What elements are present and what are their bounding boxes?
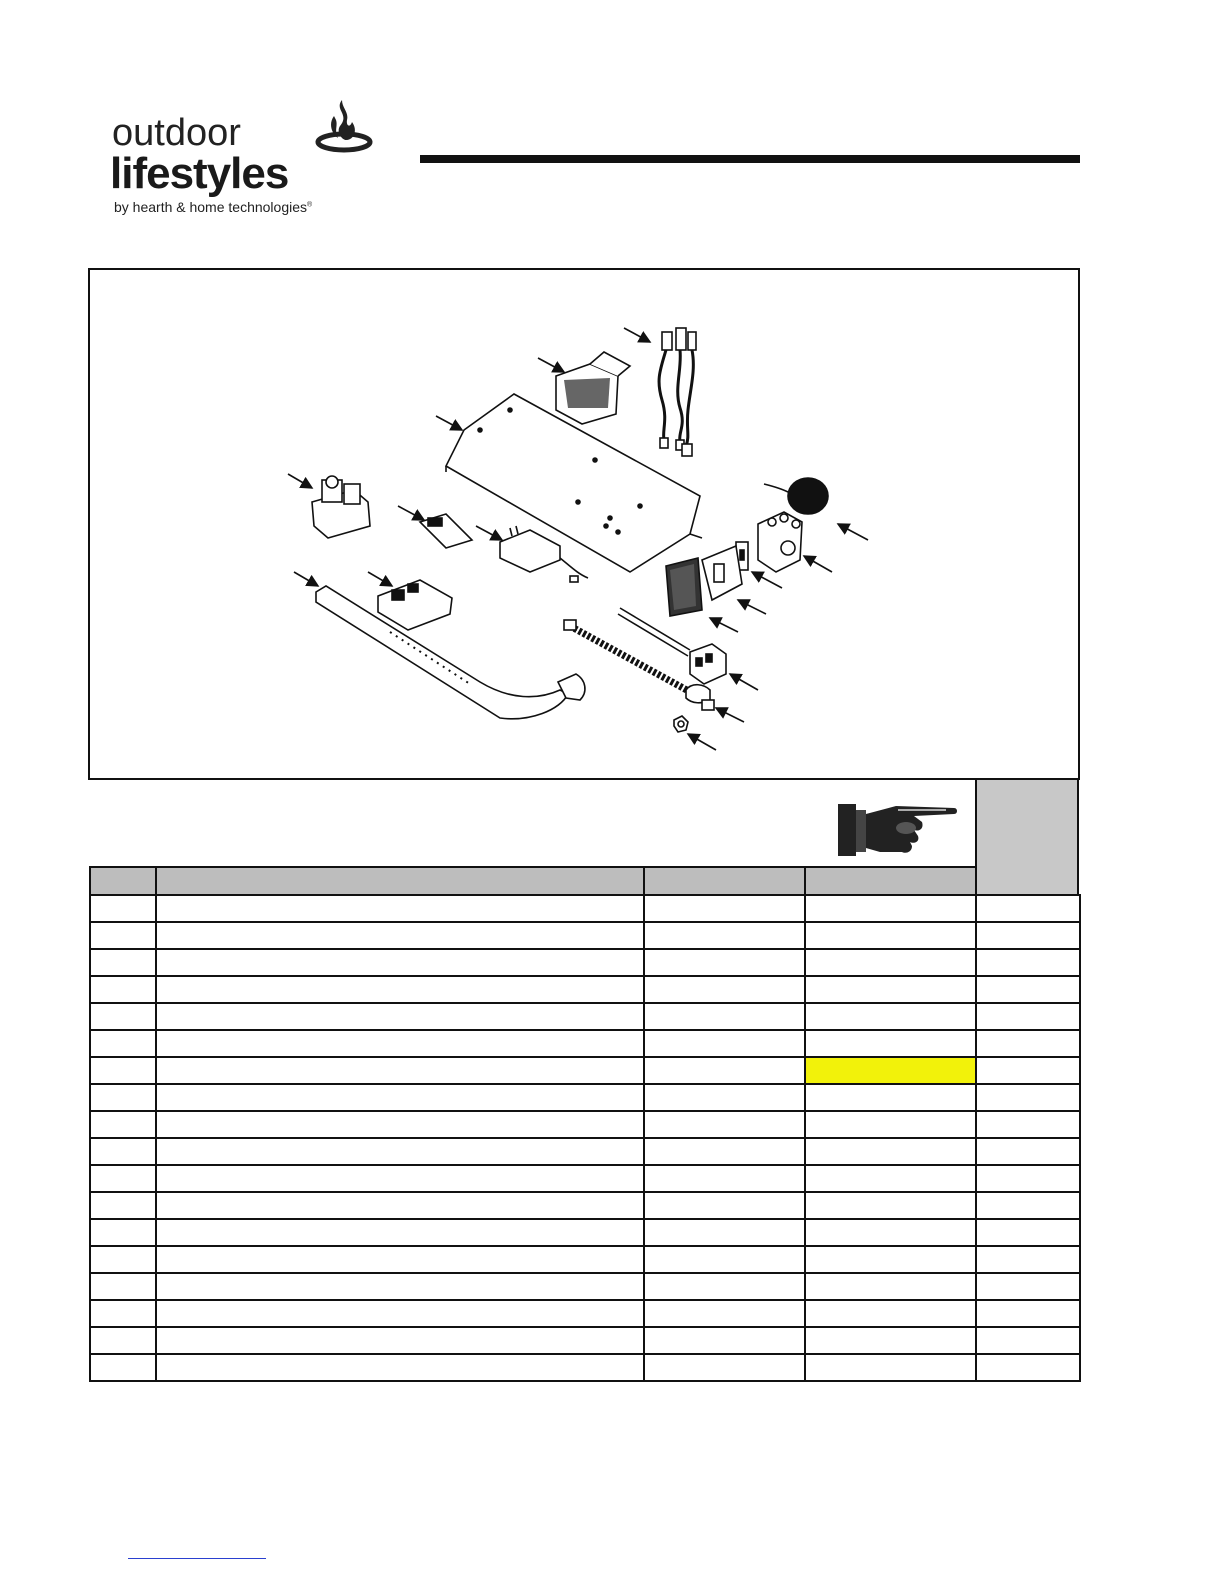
cell-extra — [976, 1165, 1080, 1192]
cell-part-b — [805, 922, 976, 949]
cell-description — [156, 1057, 644, 1084]
cell-part-b — [805, 1192, 976, 1219]
cell-part-b — [805, 1273, 976, 1300]
table-row — [90, 1003, 1080, 1030]
pilot-shield-icon — [538, 352, 630, 424]
cell-item — [90, 976, 156, 1003]
cell-part-b — [805, 1327, 976, 1354]
table-row — [90, 1327, 1080, 1354]
cell-item — [90, 1111, 156, 1138]
cell-description — [156, 1165, 644, 1192]
brand-logo — [108, 96, 398, 226]
fitting-icon — [686, 685, 744, 722]
table-row — [90, 922, 1080, 949]
table-row — [90, 1111, 1080, 1138]
cell-item — [90, 1138, 156, 1165]
cell-extra — [976, 1354, 1080, 1381]
cell-extra — [976, 949, 1080, 976]
cell-item — [90, 895, 156, 922]
table-row — [90, 949, 1080, 976]
cell-part-a — [644, 1192, 805, 1219]
col-part-a-header — [644, 867, 805, 895]
cell-part-a — [644, 1030, 805, 1057]
col-extra-header — [976, 867, 1080, 895]
cell-part-a — [644, 895, 805, 922]
junction-box-icon — [758, 512, 832, 572]
parts-table — [89, 866, 1081, 1382]
cell-part-b — [805, 895, 976, 922]
footer-link-underline[interactable] — [128, 1558, 266, 1559]
cell-description — [156, 949, 644, 976]
cell-item — [90, 1030, 156, 1057]
table-row — [90, 1084, 1080, 1111]
table-header-row — [90, 867, 1080, 895]
brand-line2: lifestyles — [110, 149, 289, 198]
cover-plate-icon — [702, 546, 766, 614]
cell-extra — [976, 1057, 1080, 1084]
gas-valve-icon — [288, 474, 370, 538]
cell-part-a — [644, 1084, 805, 1111]
cell-part-a — [644, 1111, 805, 1138]
cell-part-b — [805, 1084, 976, 1111]
cell-extra — [976, 1327, 1080, 1354]
cell-description — [156, 1300, 644, 1327]
cell-part-a — [644, 1165, 805, 1192]
cell-item — [90, 1165, 156, 1192]
cell-extra — [976, 1273, 1080, 1300]
cell-part-a — [644, 922, 805, 949]
electrode-harness-icon — [624, 328, 696, 456]
cell-extra — [976, 1219, 1080, 1246]
cell-item — [90, 1300, 156, 1327]
cell-extra — [976, 922, 1080, 949]
cell-item — [90, 922, 156, 949]
brand-line1: outdoor — [112, 112, 241, 154]
cell-description — [156, 1138, 644, 1165]
cell-part-a — [644, 1273, 805, 1300]
table-row — [90, 1165, 1080, 1192]
cell-part-b — [805, 1354, 976, 1381]
cell-part-b — [805, 1300, 976, 1327]
cell-part-b — [805, 1111, 976, 1138]
table-row — [90, 1057, 1080, 1084]
flame-icon — [312, 96, 376, 154]
cell-part-b — [805, 976, 976, 1003]
cell-part-b — [805, 1138, 976, 1165]
cell-extra — [976, 1192, 1080, 1219]
cell-description — [156, 1192, 644, 1219]
parts-table-body — [90, 895, 1080, 1381]
burner-tray-plate-icon — [436, 394, 702, 572]
table-row — [90, 1192, 1080, 1219]
cell-item — [90, 1192, 156, 1219]
cell-part-b — [805, 1165, 976, 1192]
table-row — [90, 1273, 1080, 1300]
cell-part-a — [644, 1003, 805, 1030]
cell-extra — [976, 1030, 1080, 1057]
cell-extra — [976, 1084, 1080, 1111]
control-box-icon — [690, 644, 758, 690]
cell-description — [156, 976, 644, 1003]
table-row — [90, 895, 1080, 922]
cell-item — [90, 1327, 156, 1354]
col-description-header — [156, 867, 644, 895]
cell-part-b — [805, 1246, 976, 1273]
cell-extra — [976, 1111, 1080, 1138]
cell-extra — [976, 1138, 1080, 1165]
cell-part-a — [644, 1057, 805, 1084]
cell-item — [90, 1354, 156, 1381]
cell-part-a — [644, 1246, 805, 1273]
cell-item — [90, 1219, 156, 1246]
cell-part-b — [805, 1003, 976, 1030]
cell-part-b — [805, 949, 976, 976]
cell-extra — [976, 1246, 1080, 1273]
cell-part-b — [805, 1030, 976, 1057]
table-row — [90, 1219, 1080, 1246]
col-part-b-header — [805, 867, 976, 895]
header-rule — [420, 155, 1080, 163]
cell-part-a — [644, 1219, 805, 1246]
cell-item — [90, 1057, 156, 1084]
cell-part-a — [644, 1138, 805, 1165]
cell-item — [90, 1246, 156, 1273]
cell-part-a — [644, 1327, 805, 1354]
cell-description — [156, 1327, 644, 1354]
cell-description — [156, 1354, 644, 1381]
cell-description — [156, 1084, 644, 1111]
cell-part-a — [644, 1300, 805, 1327]
sensor-module-icon — [398, 506, 472, 548]
cell-part-a — [644, 949, 805, 976]
cell-description — [156, 1246, 644, 1273]
table-row — [90, 1354, 1080, 1381]
table-row — [90, 1138, 1080, 1165]
table-row — [90, 1030, 1080, 1057]
cell-item — [90, 949, 156, 976]
cell-extra — [976, 895, 1080, 922]
table-row — [90, 976, 1080, 1003]
cell-item — [90, 1003, 156, 1030]
cell-description — [156, 1111, 644, 1138]
cell-description — [156, 922, 644, 949]
col-item-header — [90, 867, 156, 895]
parts-diagram — [88, 268, 1080, 780]
brand-tagline: by hearth & home technologies® — [114, 199, 313, 215]
cell-part-a — [644, 1354, 805, 1381]
cell-description — [156, 1030, 644, 1057]
cell-description — [156, 1219, 644, 1246]
pointing-hand-icon — [836, 796, 960, 858]
nut-icon — [674, 716, 716, 750]
cell-part-b — [805, 1219, 976, 1246]
cell-description — [156, 1003, 644, 1030]
cell-description — [156, 1273, 644, 1300]
table-row — [90, 1246, 1080, 1273]
cell-item — [90, 1084, 156, 1111]
cell-description — [156, 895, 644, 922]
cell-extra — [976, 1300, 1080, 1327]
cell-part-a — [644, 976, 805, 1003]
cell-extra — [976, 976, 1080, 1003]
cell-extra — [976, 1003, 1080, 1030]
cell-part-b — [805, 1057, 976, 1084]
cell-item — [90, 1273, 156, 1300]
table-row — [90, 1300, 1080, 1327]
